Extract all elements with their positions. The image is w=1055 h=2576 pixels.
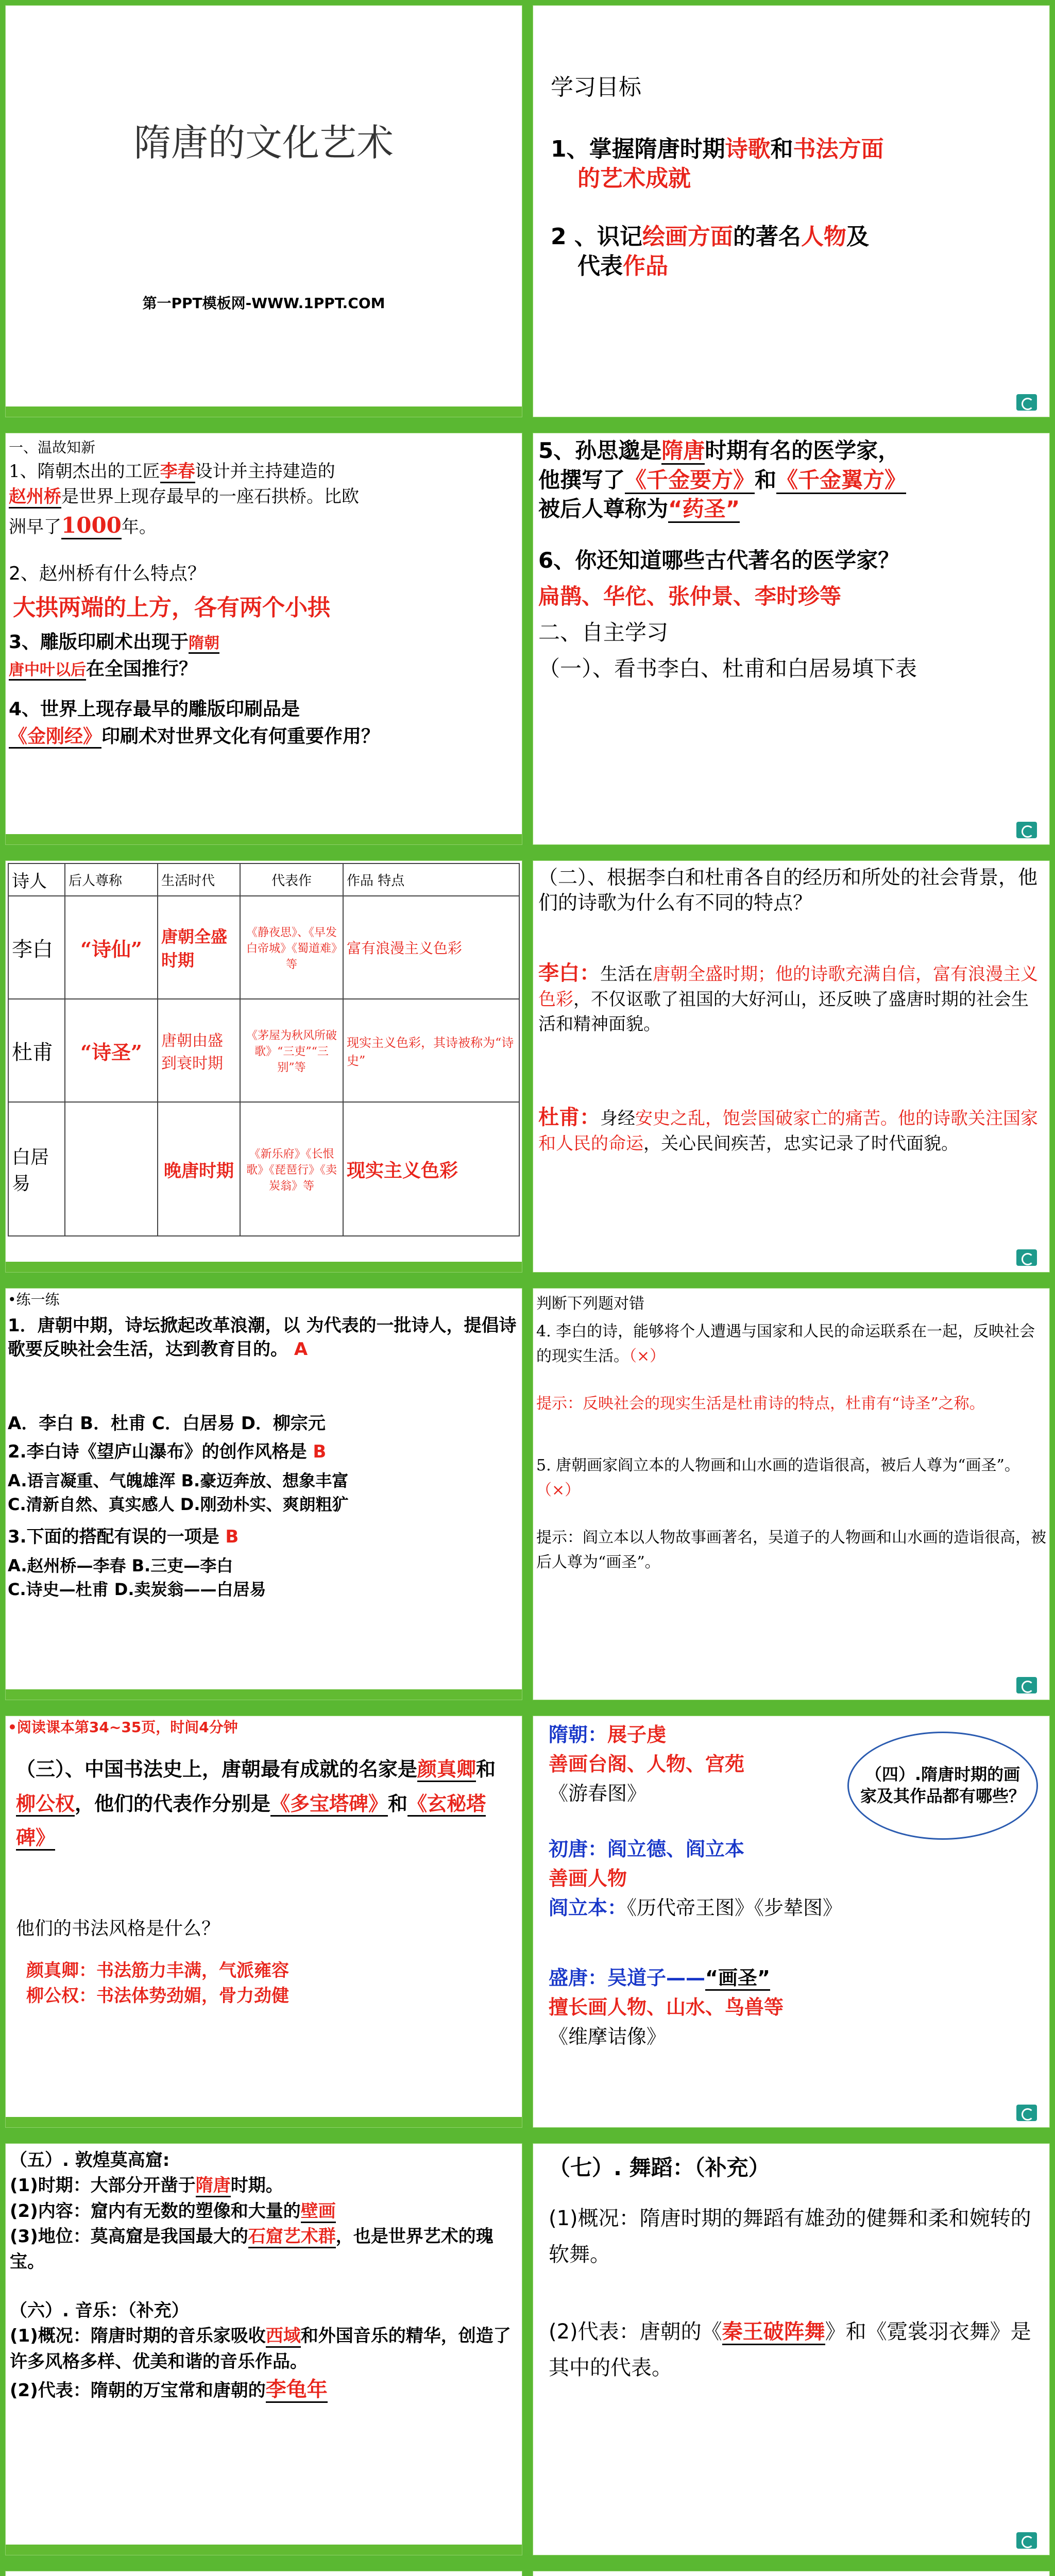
goal-keyword: 的艺术成就 (577, 165, 691, 192)
painter-desc: 擅长画人物、山水、鸟兽等 (549, 1996, 784, 2019)
practice-q3 (8, 1526, 239, 1548)
q-text: ，他们的代表作分别是 (75, 1792, 271, 1815)
text: (2)代表：隋朝的万宝常和唐朝的 (10, 2380, 266, 2401)
painter-title: “画圣” (705, 1967, 770, 1991)
judge-q4 (536, 1319, 1046, 1369)
review-slide (5, 433, 522, 845)
text: (1)概况：隋唐时期的音乐家吸收 (10, 2326, 266, 2347)
q-text: 5、孙思邈是 (538, 438, 662, 463)
footer-bar (6, 834, 522, 844)
poet-era: 晚唐时期 (158, 1102, 240, 1236)
painters-sui (549, 1720, 837, 1808)
answer-fill: 《多宝塔碑》 (270, 1792, 388, 1817)
grottoes-line (10, 2224, 515, 2275)
painters-early-tang (549, 1835, 1038, 1923)
answer-line: 柳公权：书法体势劲媚，骨力劲健 (26, 1986, 289, 2007)
poet-title: “诗仙” (65, 896, 158, 999)
answer-fill: 秦王破阵舞 (722, 2320, 825, 2345)
goal-item-1 (551, 134, 1035, 193)
review-q2-answer: 大拱两端的上方，各有两个小拱 (13, 595, 330, 621)
era-label: 盛唐： (549, 1967, 608, 1989)
review-q4 (9, 696, 514, 750)
highlight: 安史之乱，饱尝国破家亡的痛苦。他的诗歌关注国家和人民的命运 (538, 1108, 1038, 1154)
poet-name: 白居易 (8, 1102, 65, 1236)
grottoes-line (10, 2199, 515, 2224)
reading-note: •阅读课本第34~35页，时间4分钟 (8, 1719, 238, 1736)
dance-representative (549, 2314, 1033, 2386)
goal-keyword: 作品 (623, 253, 668, 280)
q-text: 3.下面的搭配有误的一项是 (8, 1527, 219, 1547)
goal-text: 的著名 (733, 224, 801, 250)
goal-item-2 (551, 222, 1035, 281)
poet-name: 李白 (8, 896, 65, 999)
painter-work: 《维摩诘像》 (549, 2025, 667, 2048)
poet-style: 现实主义色彩 (343, 1102, 519, 1236)
goal-text: 及 (846, 224, 869, 250)
tip-text: 提示：阎立本以人物故事画著名，吴道子的人物画和山水画的造诣很高，被后人尊为“画圣”。 (536, 1529, 1046, 1571)
dash: —— (666, 1967, 706, 1989)
music-line (10, 2375, 515, 2404)
answer-fill: 颜真卿 (417, 1758, 476, 1782)
logo-icon (1016, 1677, 1037, 1693)
judge-tip2 (536, 1526, 1046, 1575)
music-line (10, 2324, 515, 2375)
painter-work: 《历代帝王图》《步辇图》 (627, 1896, 843, 1919)
calligraphy-question (16, 1752, 511, 1855)
text: ，不仅讴歌了祖国的大好河山，还反映了盛唐时期的社会生活和精神面貌。 (538, 989, 1029, 1035)
text: 》和《霓裳羽衣舞》是其中的代表。 (549, 2320, 1031, 2380)
answer-fill: 西域 (266, 2326, 301, 2348)
painter-work: 《游春图》 (549, 1782, 647, 1805)
dufu-analysis (538, 1103, 1043, 1157)
text: ，也是世界艺术的瑰宝。 (10, 2226, 494, 2273)
answer: （×） (629, 1347, 666, 1365)
table-header: 诗人 (8, 863, 65, 896)
answer-fill: 《千金翼方》 (776, 467, 906, 494)
answer-fill: 柳公权 (16, 1792, 75, 1817)
table-row (8, 999, 519, 1102)
review-q2: 2、赵州桥有什么特点？ (9, 563, 206, 584)
painter-desc: 善画台阁、人物、宫苑 (549, 1753, 745, 1775)
answer-fill: 隋唐 (196, 2175, 231, 2197)
goal-keyword: 人物 (801, 224, 846, 250)
footer-bar (6, 1262, 522, 1272)
goal-text: 1、掌握隋唐时期 (551, 136, 725, 162)
text: 生活在 (600, 964, 653, 985)
compare-question: （二）、根据李白和杜甫各自的经历和所处的社会背景，他们的诗歌为什么有不同的特点？ (538, 866, 1038, 914)
compare-slide (533, 860, 1050, 1273)
answer-fill: 李龟年 (266, 2378, 328, 2403)
q-text: 1、隋朝杰出的工匠 (9, 461, 160, 482)
q-text: 4、世界上现存最早的雕版印刷品是 (9, 699, 300, 720)
self-study-task: （一）、看书李白、杜甫和白居易填下表 (538, 656, 917, 681)
text: (2)代表：唐朝的《 (549, 2320, 722, 2344)
table-header: 生活时代 (158, 863, 240, 896)
text: 和外国音乐的精华，创造了许多风格多样、优美和谐的音乐作品。 (10, 2326, 511, 2372)
dance-heading: （七）. 舞蹈：（补充） (549, 2155, 770, 2180)
logo-icon (1016, 2532, 1037, 2549)
answer-fill: 赵州桥 (9, 486, 61, 509)
answer-fill: 隋朝 (189, 634, 219, 654)
painters-slide (533, 1716, 1050, 2128)
text: 时期。 (230, 2175, 283, 2196)
poet-label: 杜甫： (538, 1106, 600, 1129)
text: (2)内容：窟内有无数的塑像和大量的 (10, 2200, 301, 2222)
poet-name: 杜甫 (8, 999, 65, 1102)
grottoes-line (10, 2173, 515, 2198)
judge-tip1 (536, 1392, 1046, 1416)
answer-line: 颜真卿：书法筋力丰满，气派雍容 (26, 1960, 289, 1981)
painter-name: 吴道子 (607, 1967, 667, 1989)
practice-q2-options (8, 1469, 349, 1517)
painter-name: 阎立本： (549, 1896, 627, 1919)
q-text: 3、雕版印刷术出现于 (9, 632, 189, 653)
poets-table-slide (5, 860, 522, 1273)
table-header-row (8, 863, 519, 896)
painter-name: 展子虔 (607, 1723, 667, 1746)
table-row (8, 896, 519, 999)
q-text: 洲早了 (9, 516, 61, 537)
q-text: 和 (388, 1792, 408, 1815)
q-text: 被后人尊称为 (538, 496, 669, 522)
poet-label: 李白： (538, 961, 600, 985)
cover-subtitle: 第一PPT模板网-WWW.1PPT.COM (142, 295, 385, 312)
era-label: 隋朝： (549, 1723, 608, 1746)
answer-fill: 石窟艺术群 (248, 2226, 336, 2248)
answer-fill: 《玄秘塔碑》 (16, 1792, 486, 1851)
review-q3 (9, 629, 514, 683)
logo-icon (1016, 822, 1037, 838)
table-row (8, 1102, 519, 1236)
logo-icon (1016, 394, 1037, 411)
answer-fill: 隋唐 (661, 438, 705, 465)
tip-text: 提示：反映社会的现实生活是杜甫诗的特点，杜甫有“诗圣”之称。 (536, 1395, 985, 1413)
painter-name: 阎立德、阎立本 (607, 1838, 745, 1860)
q5 (538, 436, 1043, 524)
music-section (10, 2298, 515, 2404)
calligraphy-style-question: 他们的书法风格是什么？ (16, 1918, 220, 1939)
poet-era: 唐朝由盛到衰时期 (158, 999, 240, 1102)
libai-analysis (538, 959, 1043, 1037)
judge-heading: 判断下列题对错 (536, 1295, 644, 1313)
section-heading: （六）. 音乐：（补充） (10, 2300, 189, 2321)
dance-slide (533, 2143, 1050, 2555)
section-heading: （五）. 敦煌莫高窟: (10, 2150, 170, 2171)
goal-keyword: 诗歌 (725, 136, 771, 162)
grottoes-section (10, 2148, 515, 2275)
q-text: 和 (755, 467, 777, 493)
text: (3)地位：莫高窟是我国最大的 (10, 2226, 248, 2247)
footer-bar (6, 2117, 522, 2127)
q-text: 4. 李白的诗，能够将个人遭遇与国家和人民的命运联系在一起，反映社会的现实生活。 (536, 1323, 1035, 1365)
cover-title: 隋唐的文化艺术 (133, 121, 394, 164)
dance-overview: (1)概况：隋唐时期的舞蹈有雄劲的健舞和柔和婉转的软舞。 (549, 2207, 1031, 2266)
judge-slide (533, 1288, 1050, 1700)
q6-answer: 扁鹊、华佗、张仲景、李时珍等 (538, 584, 842, 609)
practice-q3-options (8, 1554, 266, 1602)
option-line: A.赵州桥—李春 B.三吏—李白 (8, 1556, 233, 1575)
self-study-heading: 二、自主学习 (538, 620, 669, 645)
answer-fill: “药圣” (668, 496, 740, 523)
q-text: 年。 (121, 516, 157, 537)
answer-fill: 唐中叶以后 (9, 661, 86, 681)
footer-bar (6, 1689, 522, 1700)
practice1-slide (5, 1288, 522, 1700)
logo-icon (1016, 2105, 1037, 2121)
q-text: 5. 唐朝画家阎立本的人物画和山水画的造诣很高，被后人尊为“画圣”。 (536, 1456, 1020, 1475)
table-header: 后人尊称 (65, 863, 158, 896)
option-line: C.诗史—杜甫 D.卖炭翁——白居易 (8, 1580, 266, 1600)
answer: B (313, 1442, 327, 1462)
review-q1 (9, 459, 514, 541)
cover-slide (5, 5, 522, 417)
answer-fill: 李春 (160, 461, 195, 483)
q-text: 和 (476, 1758, 496, 1781)
text: 身经 (600, 1108, 635, 1129)
q-text: 印刷术对世界文化有何重要作用？ (101, 726, 380, 748)
text: (1)时期：大部分开凿于 (10, 2175, 196, 2196)
highlight: 唐朝全盛时期 (653, 964, 758, 985)
q-text: 设计并主持建造的 (195, 461, 335, 482)
answer: A (294, 1338, 308, 1360)
reason-slide (533, 2571, 1050, 2576)
era-label: 初唐： (549, 1838, 608, 1860)
goal-text: 和 (770, 136, 793, 162)
goal-text: 代表 (577, 253, 623, 280)
footer-bar (6, 406, 522, 417)
doctors-slide (533, 433, 1050, 845)
poet-style: 现实主义色彩，其诗被称为“诗史” (343, 999, 519, 1102)
answer-fill: 《金刚经》 (9, 725, 101, 749)
goals-slide (533, 5, 1050, 417)
poet-era: 唐朝全盛时期 (158, 896, 240, 999)
q-text: 他撰写了 (538, 467, 625, 493)
poet-style: 富有浪漫主义色彩 (343, 896, 519, 999)
practice-heading: •练一练 (8, 1291, 60, 1308)
q-text: 在全国推行？ (86, 658, 198, 680)
calligraphy-slide (5, 1716, 522, 2128)
goals-heading: 学习目标 (551, 74, 641, 100)
practice-q1 (8, 1314, 518, 1362)
painters-peak-tang (549, 1963, 1038, 2052)
q-text: 是世界上现存最早的一座石拱桥。比欧 (61, 486, 359, 507)
painter-desc: 善画人物 (549, 1867, 627, 1890)
judge-q5 (536, 1453, 1046, 1503)
q-text: 1．唐朝中期，诗坛掀起改革浪潮，以 为代表的一批诗人，提倡诗歌要反映社会生活，达到教育目的。 (8, 1315, 517, 1360)
highlight: ；他的诗歌充满自信，富有浪漫主义色彩 (538, 964, 1038, 1010)
poets-table (8, 863, 520, 1236)
table-header: 作品 特点 (343, 863, 519, 896)
grottoes-slide (5, 2143, 522, 2555)
diagram-connectors (6, 2571, 522, 2576)
table-header: 代表作 (240, 863, 343, 896)
goal-keyword: 绘画方面 (642, 224, 733, 250)
footer-bar (6, 2545, 522, 2555)
text: ，关心民间疾苦，忠实记录了时代面貌。 (643, 1133, 959, 1154)
q6: 6、你还知道哪些古代著名的医学家？ (538, 548, 900, 573)
q-text: 2.李白诗《望庐山瀑布》的创作风格是 (8, 1442, 307, 1462)
answer-fill: 1000 (61, 513, 122, 539)
answer: B (225, 1527, 239, 1547)
diagram-slide (5, 2571, 522, 2576)
q-text: 时期有名的医学家， (705, 438, 900, 463)
review-heading: 一、温故知新 (9, 439, 96, 456)
answer-fill: 壁画 (301, 2201, 336, 2223)
poet-title (65, 1102, 158, 1236)
logo-icon (1016, 1249, 1037, 1266)
option-line: A.语言凝重、气魄雄浑 B.豪迈奔放、想象丰富 (8, 1471, 349, 1490)
practice-q1-options: A．李白 B．杜甫 C．白居易 D．柳宗元 (8, 1413, 326, 1434)
option-line: C.清新自然、真实感人 D.刚劲朴实、爽朗粗犷 (8, 1495, 349, 1515)
calligraphy-answer (26, 1958, 289, 2009)
poet-works: 《静夜思》、《早发白帝城》《蜀道难》等 (240, 896, 343, 999)
poet-works: 《新乐府》《长恨歌》《琵琶行》《卖炭翁》等 (240, 1102, 343, 1236)
answer: （×） (536, 1481, 581, 1499)
poet-title: “诗圣” (65, 999, 158, 1102)
poet-works: 《茅屋为秋风所破歌》“三吏”“三别”等 (240, 999, 343, 1102)
practice-q2 (8, 1440, 326, 1463)
answer-fill: 《千金要方》 (625, 467, 755, 494)
goal-text: 2 、识记 (551, 224, 642, 250)
goal-keyword: 书法方面 (793, 136, 884, 162)
painters-callout: （四）.隋唐时期的画家及其作品都有哪些？ (847, 1732, 1038, 1840)
q-text: （三）、中国书法史上，唐朝最有成就的名家是 (16, 1758, 418, 1781)
